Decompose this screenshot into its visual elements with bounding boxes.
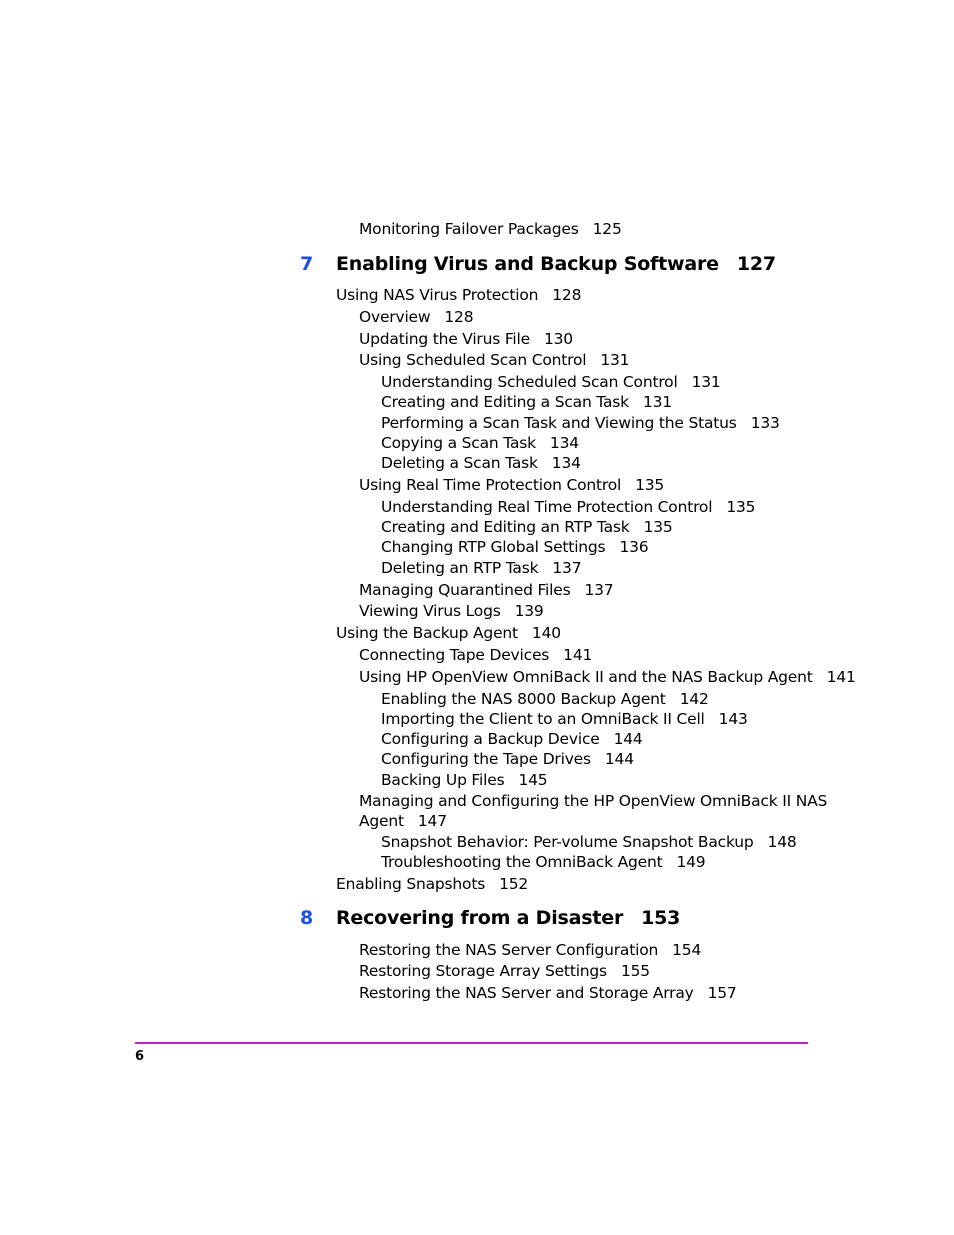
toc-entry-page: 157 <box>707 984 737 1002</box>
toc-entry-page: 137 <box>552 559 582 577</box>
toc-entry[interactable] <box>359 580 613 600</box>
toc-entry-title: Overview <box>359 308 431 326</box>
toc-entry[interactable] <box>359 601 544 621</box>
toc-entry[interactable] <box>381 372 721 392</box>
toc-entry-page: 128 <box>552 286 582 304</box>
toc-entry-title: Updating the Virus File <box>359 330 530 348</box>
chapter-heading-8[interactable] <box>300 906 681 930</box>
toc-entry[interactable] <box>381 433 579 453</box>
toc-entry[interactable] <box>381 517 673 537</box>
toc-entry-page: 155 <box>620 962 650 980</box>
toc-entry[interactable] <box>336 285 581 305</box>
toc-entry-title: Deleting a Scan Task <box>381 454 538 472</box>
toc-entry-page: 152 <box>499 875 529 893</box>
chapter-number: 7 <box>300 253 314 275</box>
toc-entry-page: 145 <box>518 771 548 789</box>
toc-entry-title: Restoring Storage Array Settings <box>359 962 607 980</box>
toc-entry[interactable] <box>359 475 664 495</box>
toc-entry-title: Creating and Editing an RTP Task <box>381 518 630 536</box>
toc-entry-page: 131 <box>642 393 672 411</box>
toc-entry-page: 125 <box>592 220 622 238</box>
toc-entry-title: Enabling Snapshots <box>336 875 486 893</box>
toc-entry-page: 141 <box>826 668 856 686</box>
toc-entry-title: Troubleshooting the OmniBack Agent <box>381 853 663 871</box>
chapter-title: Enabling Virus and Backup Software <box>336 253 719 275</box>
toc-entry-page: 135 <box>726 498 756 516</box>
toc-entry-title: Understanding Scheduled Scan Control <box>381 373 678 391</box>
toc-entry-page: 134 <box>551 454 581 472</box>
toc-entry[interactable] <box>359 645 592 665</box>
chapter-page: 153 <box>641 907 681 929</box>
toc-entry[interactable] <box>381 453 581 473</box>
toc-entry[interactable] <box>359 329 573 349</box>
toc-entry-title: Backing Up Files <box>381 771 505 789</box>
toc-entry-page: 149 <box>676 853 706 871</box>
toc-entry[interactable] <box>381 392 672 412</box>
toc-entry[interactable] <box>381 852 705 872</box>
toc-entry-title: Connecting Tape Devices <box>359 646 550 664</box>
chapter-page: 127 <box>736 253 776 275</box>
toc-entry[interactable] <box>381 497 755 517</box>
toc-entry[interactable] <box>381 413 780 433</box>
chapter-title: Recovering from a Disaster <box>336 907 624 929</box>
toc-entry-page: 140 <box>531 624 561 642</box>
toc-entry[interactable] <box>359 307 473 327</box>
toc-entry-title: Monitoring Failover Packages <box>359 220 579 238</box>
toc-entry-title: Viewing Virus Logs <box>359 602 501 620</box>
toc-entry[interactable] <box>359 350 629 370</box>
toc-entry[interactable] <box>381 729 643 749</box>
toc-entry-page: 131 <box>600 351 630 369</box>
toc-entry-title: Understanding Real Time Protection Control <box>381 498 713 516</box>
toc-entry-title: Using NAS Virus Protection <box>336 286 539 304</box>
toc-entry[interactable] <box>381 709 748 729</box>
toc-entry-title: Changing RTP Global Settings <box>381 538 606 556</box>
toc-entry-page: 128 <box>444 308 474 326</box>
toc-entry[interactable] <box>359 219 622 239</box>
toc-entry-title: Configuring a Backup Device <box>381 730 600 748</box>
toc-entry-page: 137 <box>584 581 614 599</box>
toc-entry[interactable] <box>359 791 827 831</box>
toc-entry-page: 131 <box>691 373 721 391</box>
toc-entry[interactable] <box>381 558 581 578</box>
toc-entry[interactable] <box>336 623 561 643</box>
toc-entry-title: Performing a Scan Task and Viewing the Status <box>381 414 737 432</box>
toc-entry-page: 135 <box>635 476 665 494</box>
toc-entry-page: 141 <box>563 646 593 664</box>
toc-entry-page: 154 <box>672 941 702 959</box>
toc-entry[interactable] <box>359 983 737 1003</box>
toc-entry[interactable] <box>359 667 856 687</box>
footer-rule <box>135 1042 808 1044</box>
toc-entry[interactable] <box>336 874 528 894</box>
toc-entry-title: Using Scheduled Scan Control <box>359 351 587 369</box>
page-number: 6 <box>135 1049 145 1064</box>
toc-entry-title: Importing the Client to an OmniBack II Cell <box>381 710 705 728</box>
toc-entry-title: Snapshot Behavior: Per-volume Snapshot Backup <box>381 833 754 851</box>
toc-entry-title-line1: Managing and Configuring the HP OpenView OmniBack II NAS <box>359 792 828 810</box>
toc-entry[interactable] <box>381 749 634 769</box>
toc-entry-title: Restoring the NAS Server and Storage Array <box>359 984 694 1002</box>
toc-entry-page: 133 <box>750 414 780 432</box>
toc-entry-title: Deleting an RTP Task <box>381 559 539 577</box>
toc-entry-page: 139 <box>514 602 544 620</box>
toc-entry-page: 144 <box>604 750 634 768</box>
toc-entry-page: 148 <box>767 833 797 851</box>
toc-entry[interactable] <box>359 961 650 981</box>
toc-entry-title-line2: Agent <box>359 812 404 830</box>
toc-entry-page: 134 <box>549 434 579 452</box>
toc-entry-title: Creating and Editing a Scan Task <box>381 393 629 411</box>
toc-entry-page: 136 <box>619 538 649 556</box>
toc-entry-title: Using the Backup Agent <box>336 624 518 642</box>
toc-entry-title: Enabling the NAS 8000 Backup Agent <box>381 690 666 708</box>
chapter-heading-7[interactable] <box>300 252 776 276</box>
toc-entry[interactable] <box>381 832 797 852</box>
toc-entry-title: Restoring the NAS Server Configuration <box>359 941 659 959</box>
toc-entry-title: Copying a Scan Task <box>381 434 536 452</box>
toc-entry-page: 143 <box>718 710 748 728</box>
toc-entry[interactable] <box>381 537 648 557</box>
toc-entry-title: Using HP OpenView OmniBack II and the NAS Backup Agent <box>359 668 813 686</box>
toc-entry-page: 135 <box>643 518 673 536</box>
toc-entry[interactable] <box>359 940 701 960</box>
toc-entry-page: 142 <box>679 690 709 708</box>
toc-entry-title: Managing Quarantined Files <box>359 581 571 599</box>
toc-entry-title: Using Real Time Protection Control <box>359 476 622 494</box>
toc-entry[interactable] <box>381 770 547 790</box>
toc-entry[interactable] <box>381 689 709 709</box>
toc-entry-page: 144 <box>613 730 643 748</box>
toc-entry-page: 130 <box>543 330 573 348</box>
chapter-number: 8 <box>300 907 314 929</box>
toc-entry-page: 147 <box>417 812 447 830</box>
toc-entry-title: Configuring the Tape Drives <box>381 750 591 768</box>
